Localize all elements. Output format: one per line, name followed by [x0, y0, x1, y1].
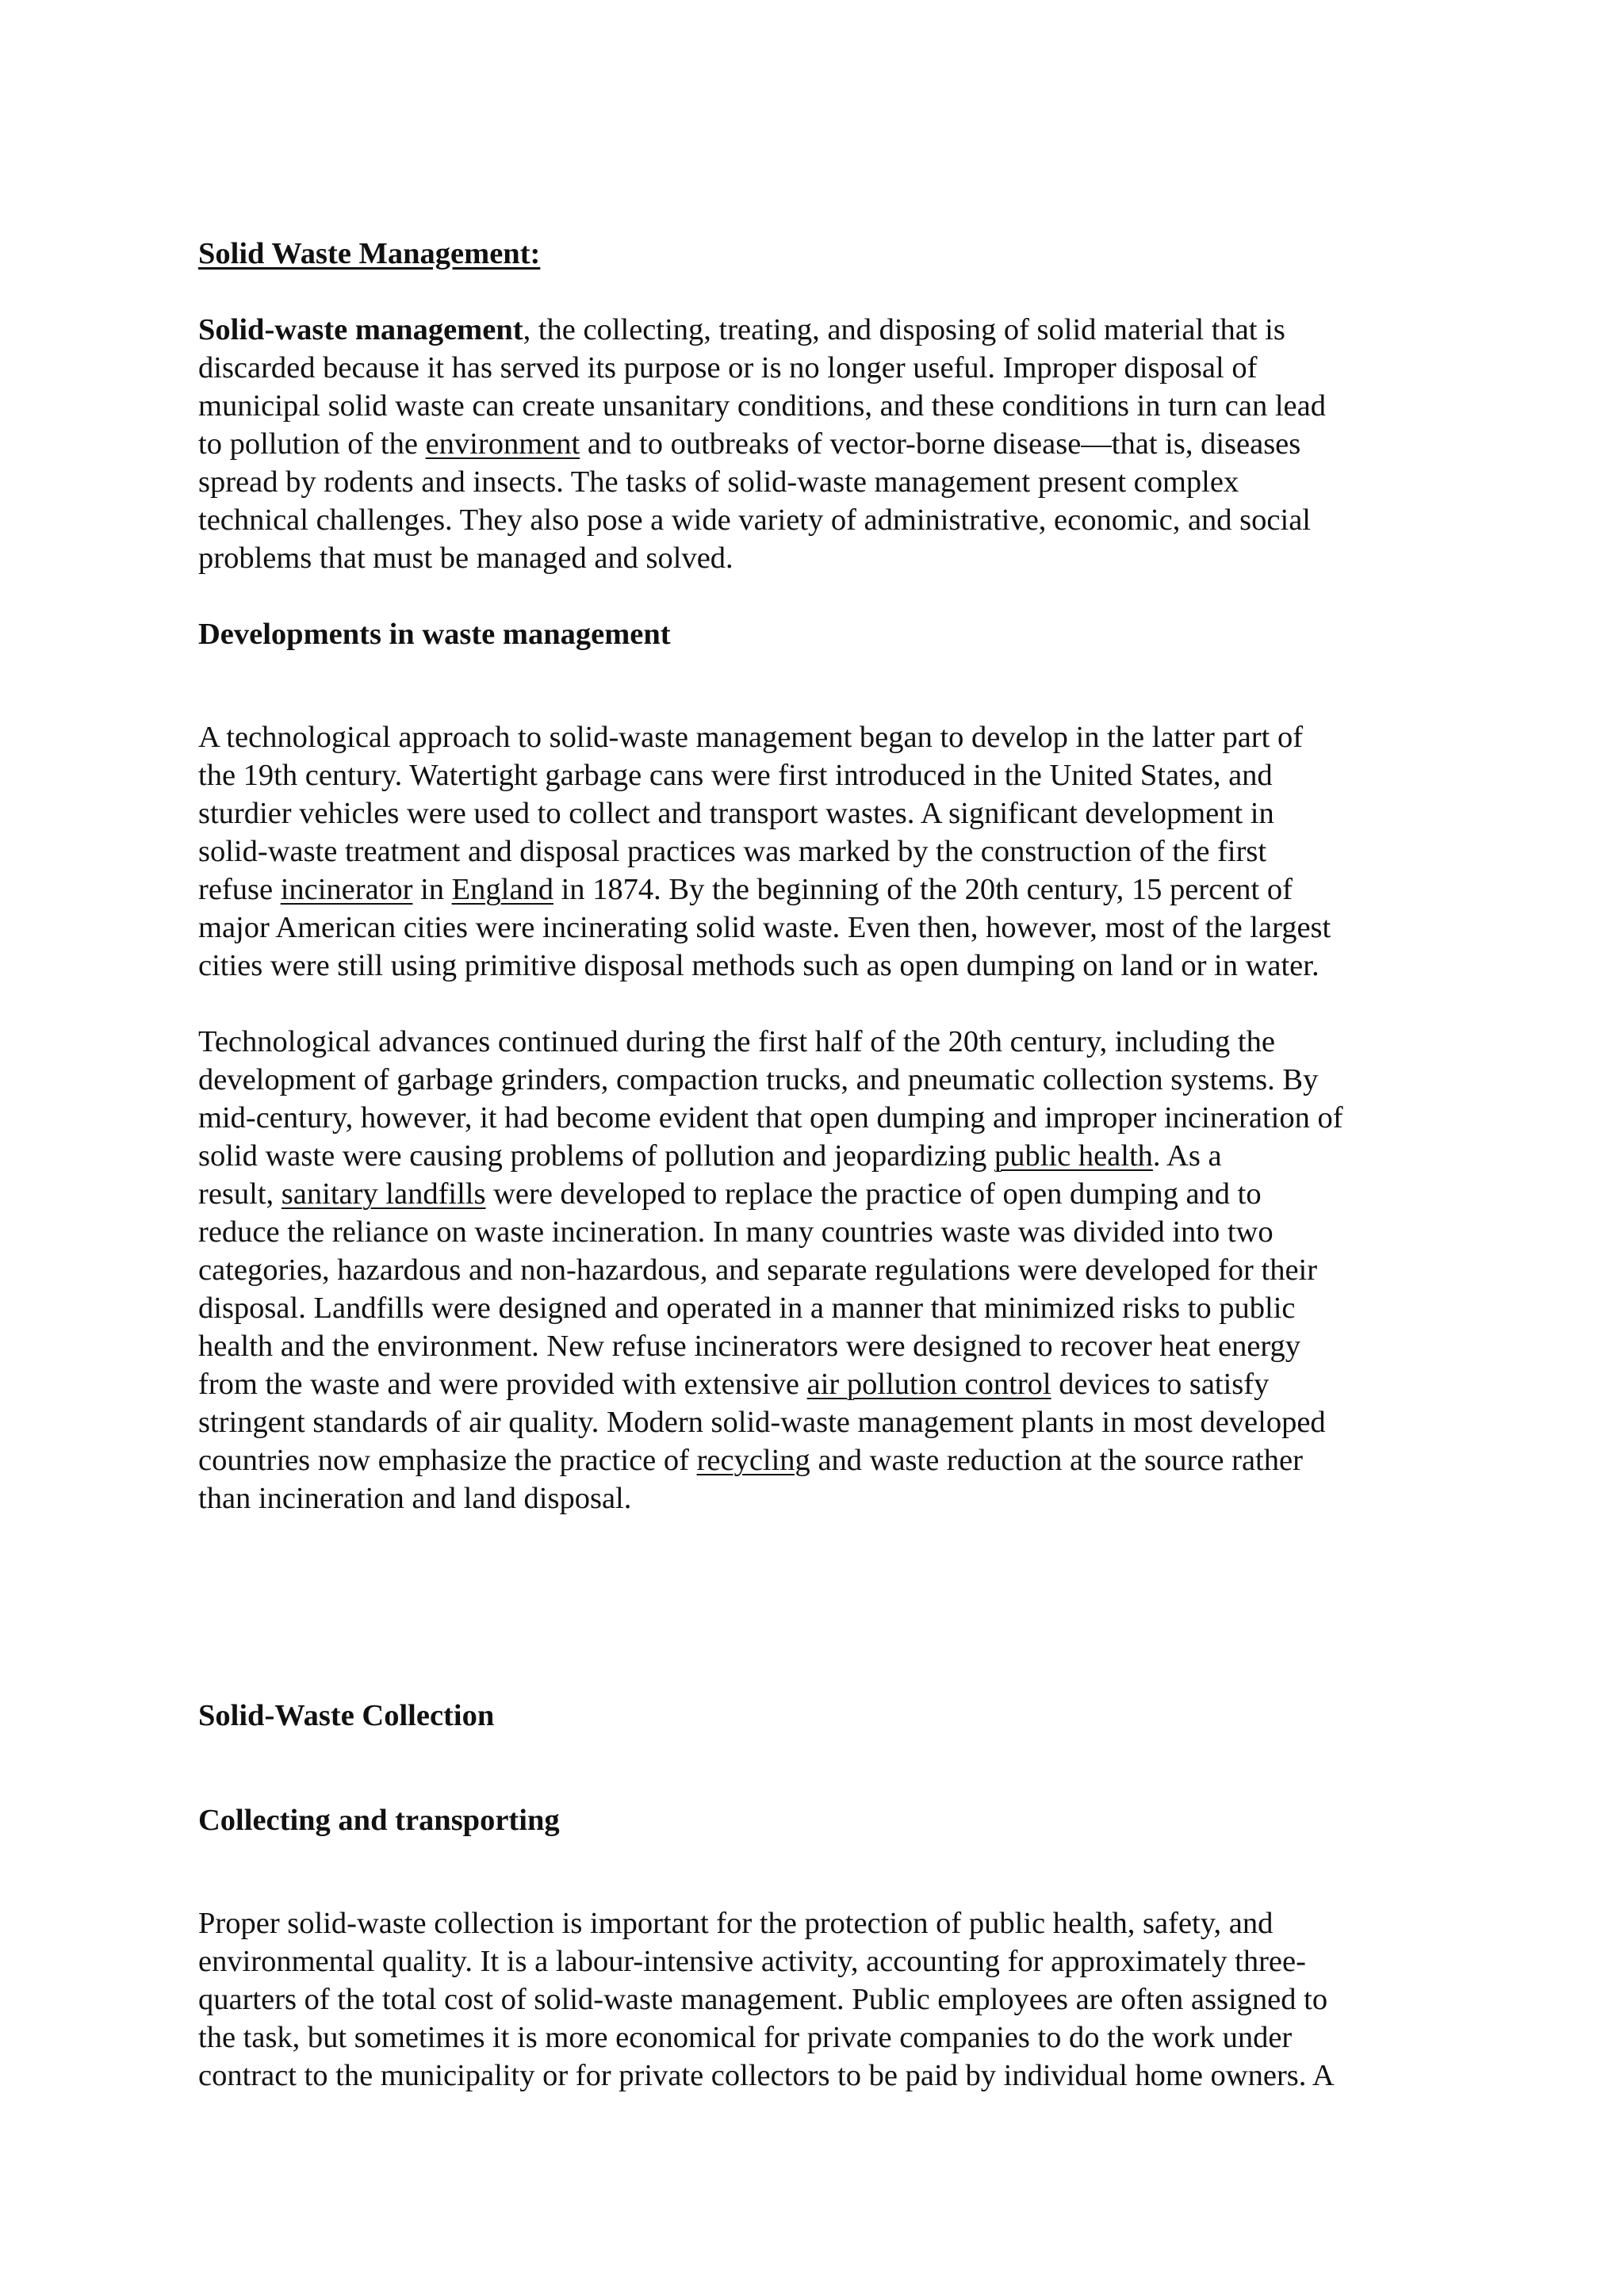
environment-link[interactable]: environment — [425, 427, 580, 461]
paragraph-line: environmental quality. It is a labour-intensive activity, accounting for approximately three- — [198, 1945, 1306, 1978]
section-heading-developments: Developments in waste management — [198, 618, 671, 651]
paragraph-line: cities were still using primitive disposal methods such as open dumping on land or in water. — [198, 949, 1320, 982]
paragraph-line: stringent standards of air quality. Modern solid-waste management plants in most developed — [198, 1406, 1326, 1439]
paragraph-line: major American cities were incinerating solid waste. Even then, however, most of the largest — [198, 911, 1331, 944]
paragraph-line: categories, hazardous and non-hazardous, and separate regulations were developed for their — [198, 1253, 1318, 1287]
sanitary-landfills-link[interactable]: sanitary landfills — [281, 1177, 486, 1211]
paragraph-line: quarters of the total cost of solid-waste management. Public employees are often assigned to — [198, 1983, 1328, 2016]
paragraph-line: municipal solid waste can create unsanitary conditions, and these conditions in turn can lead — [198, 389, 1326, 423]
paragraph-line: problems that must be managed and solved. — [198, 541, 733, 575]
paragraph-line: the 19th century. Watertight garbage cans were first introduced in the United States, and — [198, 759, 1273, 792]
paragraph-line: result, sanitary landfills were developed to replace the practice of open dumping and to — [198, 1177, 1262, 1211]
lead-term: Solid-waste management — [198, 313, 523, 346]
paragraph-line: to pollution of the environment and to outbreaks of vector-borne disease—that is, diseases — [198, 427, 1301, 461]
air-pollution-control-link[interactable]: air pollution control — [806, 1368, 1051, 1401]
paragraph-line: A technological approach to solid-waste management began to develop in the latter part of — [198, 721, 1304, 754]
paragraph-line: than incineration and land disposal. — [198, 1482, 632, 1515]
recycling-link[interactable]: recycling — [696, 1444, 810, 1477]
paragraph-line: mid-century, however, it had become evident that open dumping and improper incineration of — [198, 1101, 1343, 1135]
developments-paragraph-1 — [198, 718, 1451, 985]
section-heading-collection: Solid-Waste Collection — [198, 1699, 495, 1732]
paragraph-line: from the waste and were provided with extensive air pollution control devices to satisfy — [198, 1368, 1270, 1401]
paragraph-line: solid-waste treatment and disposal practices was marked by the construction of the first — [198, 835, 1267, 868]
paragraph-line: countries now emphasize the practice of recycling and waste reduction at the source rather — [198, 1444, 1303, 1477]
paragraph-line: reduce the reliance on waste incineration. In many countries waste was divided into two — [198, 1215, 1274, 1249]
paragraph-line: Solid-waste management, the collecting, treating, and disposing of solid material that is — [198, 313, 1285, 346]
collection-paragraph-1 — [198, 1904, 1451, 2095]
england-link[interactable]: England — [451, 873, 553, 906]
developments-paragraph-2 — [198, 1023, 1451, 1517]
paragraph-line: the task, but sometimes it is more economical for private companies to do the work under — [198, 2021, 1293, 2054]
paragraph-line: disposal. Landfills were designed and operated in a manner that minimized risks to public — [198, 1292, 1296, 1325]
paragraph-line: discarded because it has served its purpose or is no longer useful. Improper disposal of — [198, 351, 1258, 385]
intro-paragraph — [198, 311, 1451, 577]
subsection-heading-collecting: Collecting and transporting — [198, 1804, 560, 1837]
paragraph-line: sturdier vehicles were used to collect and transport wastes. A significant development in — [198, 797, 1274, 830]
paragraph-line: spread by rodents and insects. The tasks of solid-waste management present complex — [198, 465, 1239, 499]
paragraph-line: refuse incinerator in England in 1874. By the beginning of the 20th century, 15 percent of — [198, 873, 1293, 906]
paragraph-line: health and the environment. New refuse incinerators were designed to recover heat energy — [198, 1330, 1301, 1363]
paragraph-line: Proper solid-waste collection is important for the protection of public health, safety, and — [198, 1907, 1274, 1940]
paragraph-line: technical challenges. They also pose a wide variety of administrative, economic, and social — [198, 503, 1311, 537]
paragraph-line: contract to the municipality or for private collectors to be paid by individual home owners. A — [198, 2059, 1335, 2092]
incinerator-link[interactable]: incinerator — [280, 873, 413, 906]
paragraph-line: solid waste were causing problems of pollution and jeopardizing public health. As a — [198, 1139, 1222, 1173]
paragraph-line: Technological advances continued during the first half of the 20th century, including the — [198, 1025, 1275, 1058]
paragraph-line: development of garbage grinders, compaction trucks, and pneumatic collection systems. By — [198, 1063, 1319, 1096]
public-health-link[interactable]: public health — [994, 1139, 1153, 1173]
document-title: Solid Waste Management: — [198, 237, 541, 270]
